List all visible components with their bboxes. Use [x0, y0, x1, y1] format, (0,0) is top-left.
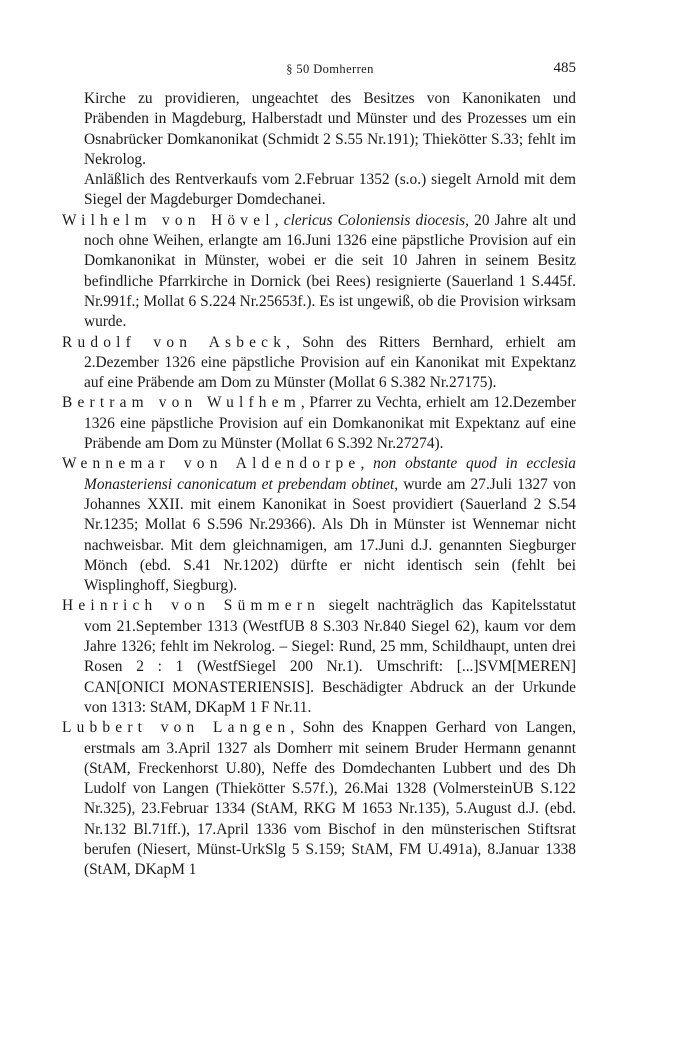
text-segment: Anläßlich des Rentverkaufs vom 2.Februar 1352 (s.o.) siegelt Arnold mit dem Siegel der Magdeburger Domdechanei.	[84, 171, 576, 209]
text-segment: ,	[360, 455, 374, 473]
paragraph	[62, 89, 576, 170]
entry-paragraph	[62, 393, 576, 454]
person-name: Rudolf von Asbeck	[62, 333, 287, 351]
header-title: § 50 Domherren	[286, 62, 374, 76]
latin-quote: non obstante quod in ecclesia Monasteriensi canonicatum et prebendam obtinet,	[84, 455, 576, 493]
person-name: Bertram von Wulfhem	[62, 394, 301, 412]
text-segment: , Pfarrer zu Vechta, erhielt am 12.Dezember 1326 eine päpstliche Provision auf ein Domkanonikat mit Expektanz auf eine Präbende am Dom zu Münster (Mollat 6 S.392 Nr.27274).	[84, 394, 576, 453]
text-segment: Kirche zu providieren, ungeachtet des Besitzes von Kanonikaten und Präbenden in Magdeburg, Halberstadt und Münster und des Prozesses um ein Osnabrücker Domkanonikat (Schmidt 2 S.55 Nr.191); Thiekötter S.33; fehlt im Nekrolog.	[84, 90, 576, 168]
text-segment: 20 Jahre alt und noch ohne Weihen, erlangte am 16.Juni 1326 eine päpstliche Provision auf ein Domkanonikat in Münster, wobei er die seit 10 Jahren in seinem Besitz befindliche Pfarrkirche in Dornick (bei Rees) resignierte (Sauerland 1 S.445f. Nr.991f.; Mollat 6 S.224 Nr.25653f.). Es ist ungewiß, ob die Provision wirksam wurde.	[84, 211, 576, 331]
text-segment: siegelt nachträglich das Kapitelsstatut vom 21.September 1313 (WestfUB 8 S.303 Nr.840 Siegel 62), kaum vor dem Jahre 1326; fehlt im Nekrolog. – Siegel: Rund, 25 mm, Schildhaupt, unten drei Rosen 2 : 1 (WestfSiegel 200 Nr.1). Umschrift: [...]SVM[MEREN] CAN[ONICI MONASTERIENSIS]. Beschädigter Abdruck an der Urkunde von 1313: StAM, DKapM 1 F Nr.11.	[84, 597, 576, 716]
text-segment: , Sohn des Knappen Gerhard von Langen, erstmals am 3.April 1327 als Domherr mit seinem Bruder Hermann genannt (StAM, Freckenhorst U.80), Neffe des Domdechanten Lubbert und des Dh Ludolf von Langen (Thiekötter S.57f.), 26.Mai 1328 (VolmersteinUB S.122 Nr.325), 23.Februar 1334 (StAM, RKG M 1653 Nr.135), 5.August d.J. (ebd. Nr.132 Bl.71ff.), 17.April 1336 vom Bischof in den münsterischen Stiftsrat berufen (Niesert, Münst-UrkSlg 5 S.159; StAM, FM U.491a), 8.Januar 1338 (StAM, DKapM 1	[84, 719, 576, 879]
latin-quote: clericus Coloniensis diocesis,	[283, 211, 469, 229]
text-segment: wurde am 27.Juli 1327 von Johannes XXII. mit einem Kanonikat in Soest providiert (Sauerland 2 S.54 Nr.1235; Mollat 6 S.596 Nr.29366). Als Dh in Münster ist Wennemar nicht nachweisbar. Mit dem gleichnamigen, am 17.Juni d.J. genannten Siegburger Mönch (ebd. S.41 Nr.1202) dürfte er nicht identisch sein (fehlt bei Wisplinghoff, Siegburg).	[84, 475, 576, 595]
page-number: 485	[553, 60, 576, 76]
person-name: Heinrich von Sümmern	[62, 597, 321, 615]
entry-paragraph	[62, 718, 576, 880]
entry-paragraph	[62, 454, 576, 596]
entry-paragraph	[62, 211, 576, 333]
entry-paragraph	[62, 596, 576, 718]
person-name: Wilhelm von Hövel	[62, 211, 275, 229]
person-name: Wennemar von Aldendorpe	[62, 455, 361, 473]
running-header	[84, 60, 576, 80]
body-text	[62, 89, 576, 881]
entry-paragraph	[62, 333, 576, 394]
text-segment: ,	[274, 211, 284, 229]
paragraph	[62, 170, 576, 211]
person-name: Lubbert von Langen	[62, 719, 291, 737]
text-segment: , Sohn des Ritters Bernhard, erhielt am 2.Dezember 1326 eine päpstliche Provision auf ein Kanonikat mit Expektanz auf eine Präbende am Dom zu Münster (Mollat 6 S.382 Nr.27175).	[84, 333, 576, 392]
